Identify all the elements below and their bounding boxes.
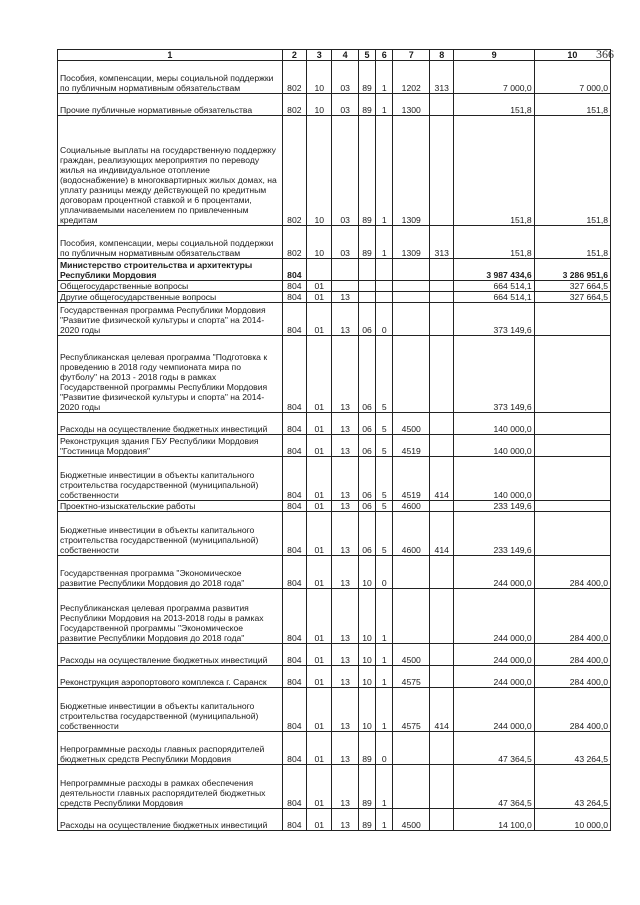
row-expense-type-code [430,94,454,116]
row-subprogram-code [376,292,393,303]
row-expense-type-code [430,303,454,336]
row-amount-year1: 14 100,0 [454,809,534,831]
row-subsection-code: 03 [332,61,358,94]
row-amount-year1: 373 149,6 [454,336,534,413]
row-amount-year2: 3 286 951,6 [534,259,610,281]
row-amount-year2: 7 000,0 [534,61,610,94]
table-row [58,259,611,281]
row-expense-type-code [430,556,454,589]
row-name-cell: Другие общегосударственные вопросы [58,292,283,303]
row-subsection-code: 13 [332,765,358,809]
row-admin-code: 804 [282,666,306,688]
row-amount-year2 [534,413,610,435]
row-amount-year1: 244 000,0 [454,589,534,644]
table-row [58,457,611,501]
row-subsection-code: 13 [332,512,358,556]
table-row [58,809,611,831]
row-name-cell: Расходы на осуществление бюджетных инвестиций [58,809,283,831]
row-program-code: 06 [358,413,375,435]
header-cell: 7 [393,50,430,61]
table-row [58,556,611,589]
row-article-code [393,292,430,303]
row-article-code: 4519 [393,457,430,501]
row-admin-code: 804 [282,765,306,809]
row-article-code: 4519 [393,435,430,457]
row-name-cell: Прочие публичные нормативные обязательства [58,94,283,116]
row-amount-year2: 284 400,0 [534,644,610,666]
row-expense-type-code [430,281,454,292]
table-row [58,226,611,259]
table-row [58,61,611,94]
row-subprogram-code: 5 [376,336,393,413]
row-name-cell: Общегосударственные вопросы [58,281,283,292]
row-amount-year1: 373 149,6 [454,303,534,336]
row-amount-year1: 664 514,1 [454,281,534,292]
row-admin-code: 804 [282,589,306,644]
row-section-code: 01 [307,303,332,336]
row-expense-type-code [430,116,454,226]
row-section-code: 01 [307,666,332,688]
row-section-code: 01 [307,413,332,435]
row-subprogram-code: 1 [376,765,393,809]
row-subprogram-code: 0 [376,732,393,765]
row-name-cell: Бюджетные инвестиции в объекты капитального строительства государственной (муниципальной) собственности [58,688,283,732]
header-cell: 9 [454,50,534,61]
table-header-row [58,50,611,61]
table-row [58,512,611,556]
row-subsection-code: 13 [332,644,358,666]
table-row [58,292,611,303]
row-subsection-code: 13 [332,457,358,501]
row-expense-type-code: 313 [430,61,454,94]
row-name-cell: Бюджетные инвестиции в объекты капитального строительства государственной (муниципальной) собственности [58,512,283,556]
row-amount-year1: 151,8 [454,94,534,116]
header-cell: 6 [376,50,393,61]
row-article-code: 4500 [393,809,430,831]
row-subprogram-code: 5 [376,457,393,501]
row-expense-type-code [430,501,454,512]
row-section-code: 01 [307,501,332,512]
row-admin-code: 804 [282,259,306,281]
row-amount-year1: 140 000,0 [454,457,534,501]
row-subsection-code: 13 [332,435,358,457]
row-admin-code: 804 [282,435,306,457]
row-amount-year2 [534,303,610,336]
row-admin-code: 804 [282,556,306,589]
row-name-cell: Пособия, компенсации, меры социальной поддержки по публичным нормативным обязательствам [58,61,283,94]
row-article-code [393,765,430,809]
budget-table [57,49,611,831]
row-admin-code: 804 [282,809,306,831]
row-subsection-code: 13 [332,413,358,435]
row-program-code: 06 [358,303,375,336]
row-subsection-code: 03 [332,116,358,226]
row-amount-year1: 664 514,1 [454,292,534,303]
row-article-code [393,303,430,336]
table-row [58,501,611,512]
row-subprogram-code: 5 [376,512,393,556]
header-cell: 3 [307,50,332,61]
row-article-code: 4600 [393,512,430,556]
row-section-code: 01 [307,512,332,556]
row-amount-year2: 284 400,0 [534,589,610,644]
row-amount-year2: 151,8 [534,226,610,259]
row-name-cell: Государственная программа "Экономическое развитие Республики Мордовия до 2018 года" [58,556,283,589]
row-subsection-code: 13 [332,303,358,336]
row-amount-year1: 140 000,0 [454,413,534,435]
row-admin-code: 802 [282,226,306,259]
row-admin-code: 804 [282,688,306,732]
row-admin-code: 804 [282,644,306,666]
row-program-code: 06 [358,336,375,413]
row-expense-type-code: 313 [430,226,454,259]
row-subprogram-code: 1 [376,226,393,259]
row-program-code [358,281,375,292]
row-subsection-code: 13 [332,336,358,413]
row-admin-code: 804 [282,501,306,512]
row-subsection-code: 13 [332,501,358,512]
row-subprogram-code: 1 [376,809,393,831]
row-article-code [393,732,430,765]
row-amount-year2 [534,435,610,457]
row-article-code: 4500 [393,644,430,666]
row-amount-year2: 10 000,0 [534,809,610,831]
row-program-code: 89 [358,226,375,259]
row-amount-year2 [534,512,610,556]
row-expense-type-code [430,644,454,666]
row-subprogram-code [376,259,393,281]
table-body [58,61,611,831]
row-name-cell: Реконструкция аэропортового комплекса г. Саранск [58,666,283,688]
row-section-code: 10 [307,226,332,259]
row-amount-year2 [534,457,610,501]
row-program-code: 06 [358,435,375,457]
row-subprogram-code: 1 [376,688,393,732]
row-name-cell: Республиканская целевая программа "Подготовка к проведению в 2018 году чемпионата мира по футболу" на 2013 - 2018 годы в рамках Государственной программы Республики Мордовия "Развитие физической культуры и спорта" на 2014-2020 годы [58,336,283,413]
row-article-code [393,336,430,413]
table-row [58,303,611,336]
row-amount-year1: 47 364,5 [454,732,534,765]
row-expense-type-code [430,259,454,281]
row-subprogram-code [376,281,393,292]
row-expense-type-code [430,589,454,644]
row-section-code: 01 [307,457,332,501]
header-cell: 8 [430,50,454,61]
row-article-code: 4600 [393,501,430,512]
row-section-code: 10 [307,61,332,94]
row-expense-type-code [430,666,454,688]
row-section-code: 01 [307,688,332,732]
row-subprogram-code: 1 [376,61,393,94]
row-amount-year1: 233 149,6 [454,501,534,512]
row-program-code: 10 [358,644,375,666]
row-amount-year1: 244 000,0 [454,644,534,666]
row-amount-year2 [534,501,610,512]
table-row [58,336,611,413]
row-amount-year1: 47 364,5 [454,765,534,809]
table-row [58,765,611,809]
table-row [58,688,611,732]
row-expense-type-code [430,413,454,435]
row-name-cell: Реконструкция здания ГБУ Республики Мордовия "Гостиница Мордовия" [58,435,283,457]
row-name-cell: Расходы на осуществление бюджетных инвестиций [58,413,283,435]
row-expense-type-code [430,435,454,457]
row-expense-type-code: 414 [430,512,454,556]
row-section-code: 01 [307,435,332,457]
row-expense-type-code [430,732,454,765]
row-amount-year2: 43 264,5 [534,765,610,809]
row-expense-type-code [430,336,454,413]
row-amount-year1: 244 000,0 [454,556,534,589]
row-program-code: 89 [358,765,375,809]
row-program-code: 89 [358,809,375,831]
row-amount-year1: 151,8 [454,116,534,226]
row-name-cell: Бюджетные инвестиции в объекты капитального строительства государственной (муниципальной) собственности [58,457,283,501]
row-section-code: 01 [307,556,332,589]
row-expense-type-code: 414 [430,688,454,732]
table-row [58,589,611,644]
row-name-cell: Министерство строительства и архитектуры Республики Мордовия [58,259,283,281]
row-section-code: 01 [307,336,332,413]
header-cell: 5 [358,50,375,61]
row-admin-code: 804 [282,336,306,413]
header-cell: 4 [332,50,358,61]
row-article-code: 1309 [393,116,430,226]
table-row [58,666,611,688]
row-admin-code: 804 [282,413,306,435]
row-subsection-code: 13 [332,666,358,688]
row-amount-year2: 327 664,5 [534,281,610,292]
row-amount-year1: 140 000,0 [454,435,534,457]
row-program-code [358,292,375,303]
row-section-code: 01 [307,644,332,666]
row-subsection-code: 13 [332,292,358,303]
row-program-code: 06 [358,457,375,501]
row-article-code [393,589,430,644]
row-admin-code: 804 [282,732,306,765]
row-amount-year2: 43 264,5 [534,732,610,765]
row-article-code: 4575 [393,688,430,732]
row-program-code: 10 [358,666,375,688]
header-cell: 2 [282,50,306,61]
row-admin-code: 802 [282,61,306,94]
row-subprogram-code: 1 [376,666,393,688]
table-row [58,435,611,457]
row-section-code: 01 [307,732,332,765]
row-article-code: 1202 [393,61,430,94]
row-program-code: 89 [358,61,375,94]
row-section-code: 10 [307,94,332,116]
row-program-code: 06 [358,512,375,556]
row-section-code: 01 [307,765,332,809]
row-amount-year1: 244 000,0 [454,688,534,732]
header-cell: 1 [58,50,283,61]
row-name-cell: Государственная программа Республики Мордовия "Развитие физической культуры и спорта" на 2014-2020 годы [58,303,283,336]
row-name-cell: Проектно-изыскательские работы [58,501,283,512]
row-admin-code: 802 [282,94,306,116]
row-amount-year2: 284 400,0 [534,666,610,688]
row-subprogram-code: 5 [376,413,393,435]
row-subsection-code: 13 [332,809,358,831]
row-subsection-code: 03 [332,226,358,259]
row-section-code: 01 [307,809,332,831]
row-subprogram-code: 0 [376,556,393,589]
row-subsection-code [332,281,358,292]
row-subprogram-code: 1 [376,94,393,116]
row-program-code [358,259,375,281]
table-row [58,732,611,765]
row-article-code: 4575 [393,666,430,688]
row-admin-code: 804 [282,512,306,556]
row-name-cell: Расходы на осуществление бюджетных инвестиций [58,644,283,666]
table-row [58,281,611,292]
row-program-code: 06 [358,501,375,512]
row-program-code: 89 [358,116,375,226]
row-subsection-code: 03 [332,94,358,116]
row-admin-code: 802 [282,116,306,226]
row-section-code: 01 [307,589,332,644]
page-number: 366 [596,47,614,61]
table-row [58,94,611,116]
row-expense-type-code [430,292,454,303]
header-cell: 10 [534,50,610,61]
row-admin-code: 804 [282,303,306,336]
row-subprogram-code: 1 [376,116,393,226]
row-article-code: 4500 [393,413,430,435]
row-amount-year2: 284 400,0 [534,688,610,732]
row-subsection-code: 13 [332,732,358,765]
row-admin-code: 804 [282,457,306,501]
row-subsection-code [332,259,358,281]
row-admin-code: 804 [282,281,306,292]
row-expense-type-code: 414 [430,457,454,501]
row-amount-year2: 284 400,0 [534,556,610,589]
row-amount-year1: 233 149,6 [454,512,534,556]
row-subprogram-code: 1 [376,589,393,644]
row-subsection-code: 13 [332,556,358,589]
row-article-code: 1300 [393,94,430,116]
row-amount-year1: 244 000,0 [454,666,534,688]
row-section-code: 10 [307,116,332,226]
row-name-cell: Социальные выплаты на государственную поддержку граждан, реализующих мероприятия по переводу жилья на индивидуальное отопление (водоснабжение) в многоквартирных жилых домах, на уплату разницы между действующей по кредитным договорам процентной ставкой и 6 процентами, уплачиваемыми населением по привлеченным кредитам [58,116,283,226]
row-amount-year1: 7 000,0 [454,61,534,94]
row-name-cell: Республиканская целевая программа развития Республики Мордовия на 2013-2018 годы в рамках Государственной программы "Экономическое развитие Республики Мордовия до 2018 года" [58,589,283,644]
table-row [58,413,611,435]
row-amount-year1: 3 987 434,6 [454,259,534,281]
row-name-cell: Непрограммные расходы главных распорядителей бюджетных средств Республики Мордовия [58,732,283,765]
row-expense-type-code [430,809,454,831]
row-section-code: 01 [307,281,332,292]
row-program-code: 89 [358,732,375,765]
row-section-code: 01 [307,292,332,303]
row-article-code [393,556,430,589]
row-amount-year2: 151,8 [534,116,610,226]
row-amount-year2 [534,336,610,413]
row-article-code [393,259,430,281]
row-admin-code: 804 [282,292,306,303]
row-name-cell: Непрограммные расходы в рамках обеспечения деятельности главных распорядителей бюджетных средств Республики Мордовия [58,765,283,809]
row-subprogram-code: 5 [376,435,393,457]
row-subsection-code: 13 [332,688,358,732]
table-row [58,116,611,226]
row-program-code: 89 [358,94,375,116]
row-section-code [307,259,332,281]
row-name-cell: Пособия, компенсации, меры социальной поддержки по публичным нормативным обязательствам [58,226,283,259]
row-article-code: 1309 [393,226,430,259]
row-amount-year2: 327 664,5 [534,292,610,303]
row-subprogram-code: 5 [376,501,393,512]
row-amount-year2: 151,8 [534,94,610,116]
row-subprogram-code: 1 [376,644,393,666]
row-expense-type-code [430,765,454,809]
row-program-code: 10 [358,688,375,732]
row-program-code: 10 [358,589,375,644]
row-subprogram-code: 0 [376,303,393,336]
row-article-code [393,281,430,292]
table-row [58,644,611,666]
row-subsection-code: 13 [332,589,358,644]
row-amount-year1: 151,8 [454,226,534,259]
row-program-code: 10 [358,556,375,589]
